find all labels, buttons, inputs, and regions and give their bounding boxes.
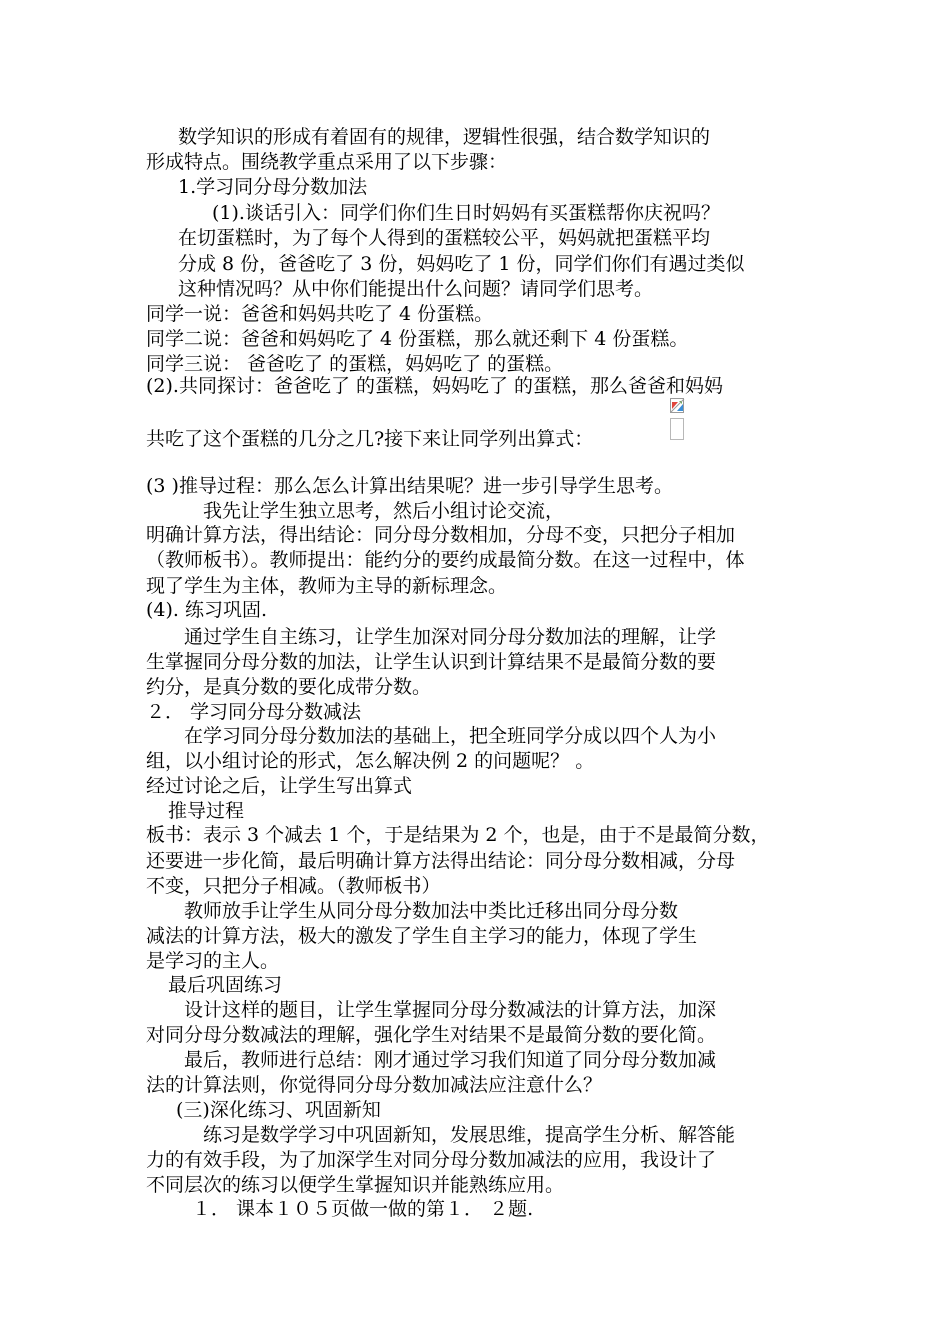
text-line: 组，以小组讨论的形式，怎么解决例 2 的问题呢？ 。 (146, 750, 595, 772)
text-line: 教师放手让学生从同分母分数加法中类比迁移出同分母分数 (184, 900, 679, 922)
text-line: 这种情况吗？从中你们能提出什么问题？请同学们思考。 (178, 278, 654, 300)
text-line: 最后，教师进行总结：刚才通过学习我们知道了同分母分数加减 (184, 1049, 717, 1071)
text-line: 练习是数学学习中巩固新知，发展思维，提高学生分析、解答能 (203, 1124, 736, 1146)
text-line: 同学三说： 爸爸吃了 的蛋糕，妈妈吃了 的蛋糕。 (146, 353, 564, 375)
text-line: 现了学生为主体，教师为主导的新标理念。 (146, 575, 508, 597)
text-line: 形成特点。围绕教学重点采用了以下步骤： (146, 151, 508, 173)
text-line: (1).谈话引入：同学们你们生日时妈妈有买蛋糕帮你庆祝吗？ (212, 202, 720, 224)
broken-image-frame (670, 418, 684, 440)
text-line: 力的有效手段，为了加深学生对同分母分数加减法的应用，我设计了 (146, 1149, 717, 1171)
text-line: (2).共同探讨：爸爸吃了 的蛋糕，妈妈吃了 的蛋糕，那么爸爸和妈妈 (146, 375, 724, 397)
text-line: 同学一说：爸爸和妈妈共吃了 4 份蛋糕。 (146, 303, 494, 325)
section-heading: 1.学习同分母分数加法 (178, 176, 368, 198)
text-line: 设计这样的题目，让学生掌握同分母分数减法的计算方法，加深 (184, 999, 717, 1021)
text-line: 共吃了这个蛋糕的几分之几?接下来让同学列出算式： (146, 428, 594, 450)
text-line: 分成 8 份，爸爸吃了 3 份，妈妈吃了 1 份，同学们你们有遇过类似 (178, 253, 745, 275)
text-line: １． 课本１０５页做一做的第１． ２题. (192, 1198, 534, 1220)
broken-image-icon (670, 398, 685, 440)
text-line: 明确计算方法，得出结论：同分母分数相加，分母不变，只把分子相加 (146, 524, 736, 546)
broken-image-glyph-icon (670, 398, 685, 414)
text-line: 不变，只把分子相减。（教师板书） (146, 875, 441, 897)
text-line: (3 )推导过程：那么怎么计算出结果呢？进一步引导学生思考。 (146, 475, 673, 497)
text-line: 不同层次的练习以便学生掌握知识并能熟练应用。 (146, 1174, 565, 1196)
text-line: 板书：表示 3 个减去 1 个，于是结果为 2 个，也是，由于不是最简分数， (146, 824, 770, 846)
text-line: 对同分母分数减法的理解，强化学生对结果不是最简分数的要化简。 (146, 1024, 717, 1046)
section-heading: (三)深化练习、巩固新知 (176, 1099, 381, 1121)
text-line: 同学二说：爸爸和妈妈吃了 4 份蛋糕，那么就还剩下 4 份蛋糕。 (146, 328, 689, 350)
section-heading: ２． 学习同分母分数减法 (146, 701, 362, 723)
text-line: 经过讨论之后，让学生写出算式 (146, 775, 413, 797)
text-line: 约分，是真分数的要化成带分数。 (146, 676, 432, 698)
text-line: 还要进一步化简，最后明确计算方法得出结论：同分母分数相减，分母 (146, 850, 736, 872)
section-heading: (4). 练习巩固. (146, 599, 268, 621)
text-line: 我先让学生独立思考，然后小组讨论交流， (203, 500, 565, 522)
text-line: 减法的计算方法，极大的激发了学生自主学习的能力，体现了学生 (146, 925, 698, 947)
text-line: 在学习同分母分数加法的基础上，把全班同学分成以四个人为小 (184, 725, 717, 747)
text-line: 在切蛋糕时，为了每个人得到的蛋糕较公平，妈妈就把蛋糕平均 (178, 227, 711, 249)
text-line: 最后巩固练习 (168, 974, 283, 996)
text-line: （教师板书）。教师提出：能约分的要约成最简分数。在这一过程中，体 (146, 549, 745, 571)
text-line: 通过学生自主练习，让学生加深对同分母分数加法的理解，让学 (184, 626, 717, 648)
text-line: 数学知识的形成有着固有的规律，逻辑性很强，结合数学知识的 (178, 126, 711, 148)
text-line: 法的计算法则，你觉得同分母分数加减法应注意什么？ (146, 1074, 603, 1096)
text-line: 是学习的主人。 (146, 950, 280, 972)
text-line: 推导过程 (168, 800, 245, 822)
text-line: 生掌握同分母分数的加法，让学生认识到计算结果不是最简分数的要 (146, 651, 717, 673)
